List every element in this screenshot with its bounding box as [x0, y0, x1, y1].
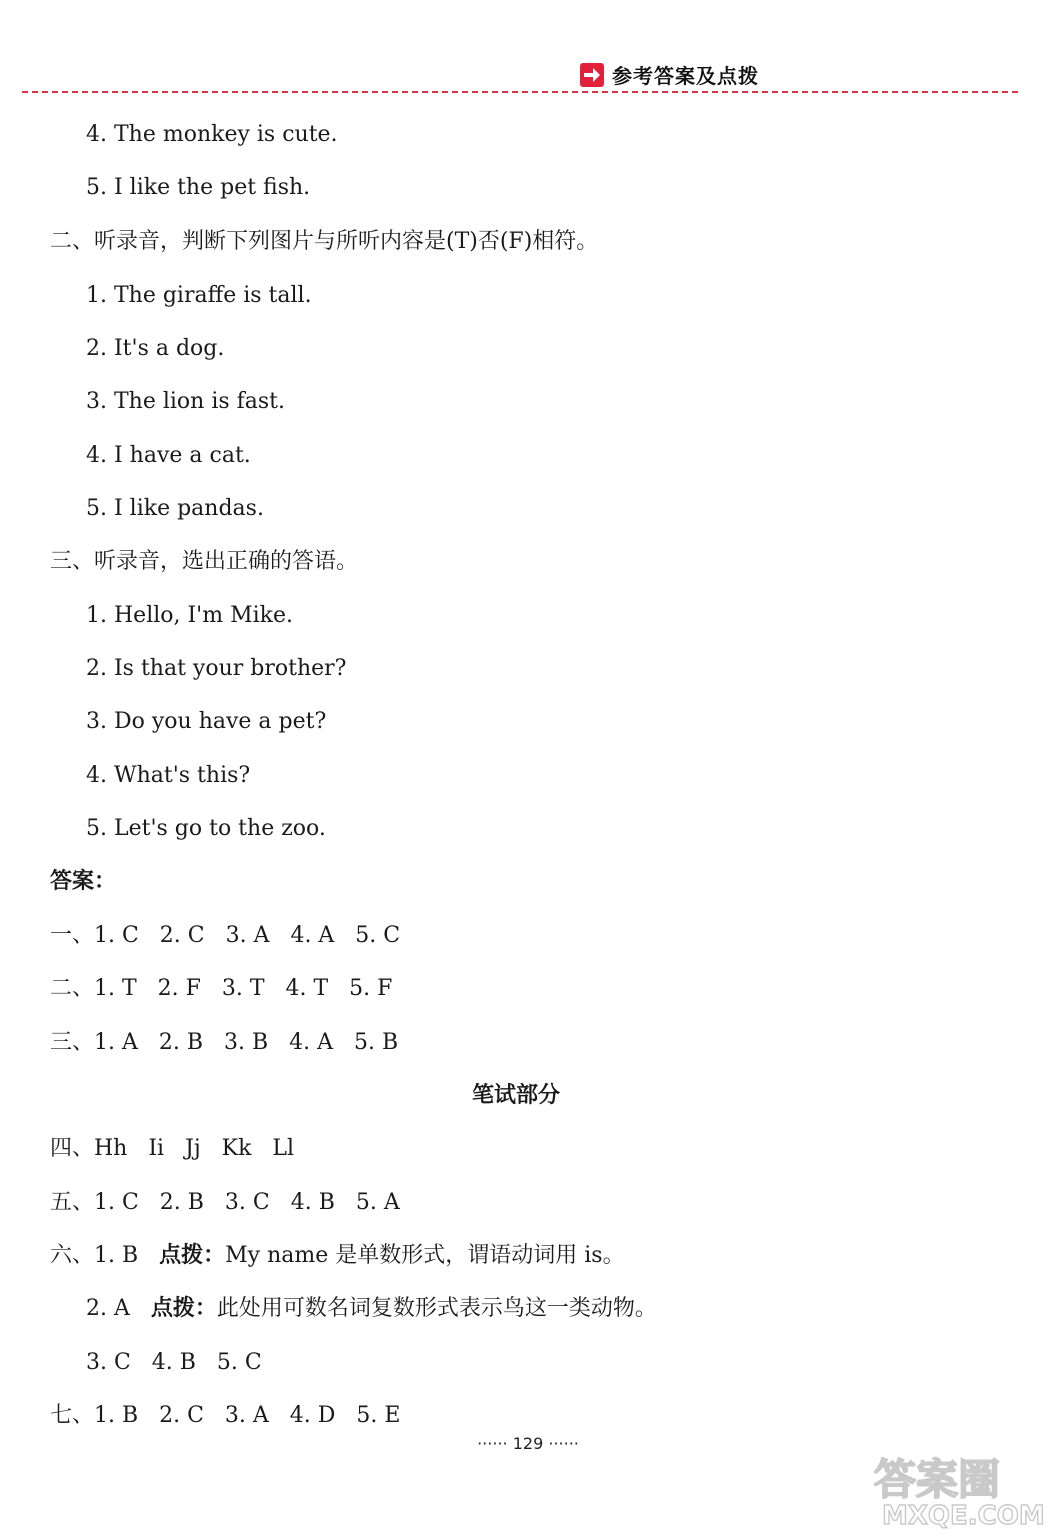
- watermark-text: 答案圈: [874, 1455, 1001, 1504]
- arrow-right-icon: [580, 63, 604, 87]
- answer-row: 五、1. C 2. B 3. C 4. B 5. A: [50, 1190, 400, 1215]
- listening-item: 5. Let's go to the zoo.: [86, 816, 326, 841]
- listening-item: 2. It's a dog.: [86, 336, 225, 361]
- answer-row-with-tip: [86, 1294, 657, 1324]
- header-divider: [22, 91, 1018, 93]
- watermark-site: MXQE.COM: [882, 1501, 1045, 1530]
- answer-text: 2. A: [86, 1296, 151, 1321]
- page-header: [0, 0, 1056, 100]
- listening-item: 2. Is that your brother?: [86, 656, 347, 681]
- watermark-logo: [868, 1448, 1048, 1530]
- answer-text: 六、1. B: [50, 1243, 160, 1268]
- answer-row: 二、1. T 2. F 3. T 4. T 5. F: [50, 976, 393, 1001]
- tip-text: 此处用可数名词复数形式表示鸟这一类动物。: [216, 1296, 657, 1321]
- answer-row: 三、1. A 2. B 3. B 4. A 5. B: [50, 1030, 399, 1055]
- listening-item: 3. Do you have a pet?: [86, 709, 327, 734]
- header-badge: [580, 60, 759, 89]
- header-title: 参考答案及点拨: [612, 64, 759, 88]
- answer-row: 七、1. B 2. C 3. A 4. D 5. E: [50, 1403, 401, 1428]
- written-section-title: 笔试部分: [471, 1083, 560, 1108]
- tip-label: 点拨：: [159, 1243, 226, 1268]
- listening-item: 4. I have a cat.: [86, 443, 251, 468]
- page-number: ······ 129 ······: [477, 1434, 579, 1453]
- tip-text: My name 是单数形式，谓语动词用 is。: [225, 1243, 625, 1268]
- listening-item: 1. The giraffe is tall.: [86, 283, 312, 308]
- section-heading-3: 三、听录音，选出正确的答语。: [50, 549, 359, 574]
- section-heading-2: 二、听录音，判断下列图片与所听内容是(T)否(F)相符。: [50, 229, 599, 254]
- answers-label: 答案：: [50, 869, 117, 894]
- listening-item: 5. I like the pet fish.: [86, 175, 311, 200]
- answer-row: 四、Hh Ii Jj Kk Ll: [50, 1136, 295, 1161]
- listening-item: 5. I like pandas.: [86, 496, 264, 521]
- listening-item: 3. The lion is fast.: [86, 389, 286, 414]
- tip-label: 点拨：: [150, 1296, 217, 1321]
- answer-row-with-tip: [50, 1241, 625, 1271]
- answer-row: 一、1. C 2. C 3. A 4. A 5. C: [50, 923, 401, 948]
- listening-item: 4. What's this?: [86, 763, 251, 788]
- listening-item: 1. Hello, I'm Mike.: [86, 603, 293, 628]
- listening-item: 4. The monkey is cute.: [86, 122, 338, 147]
- answer-row: 3. C 4. B 5. C: [86, 1350, 262, 1375]
